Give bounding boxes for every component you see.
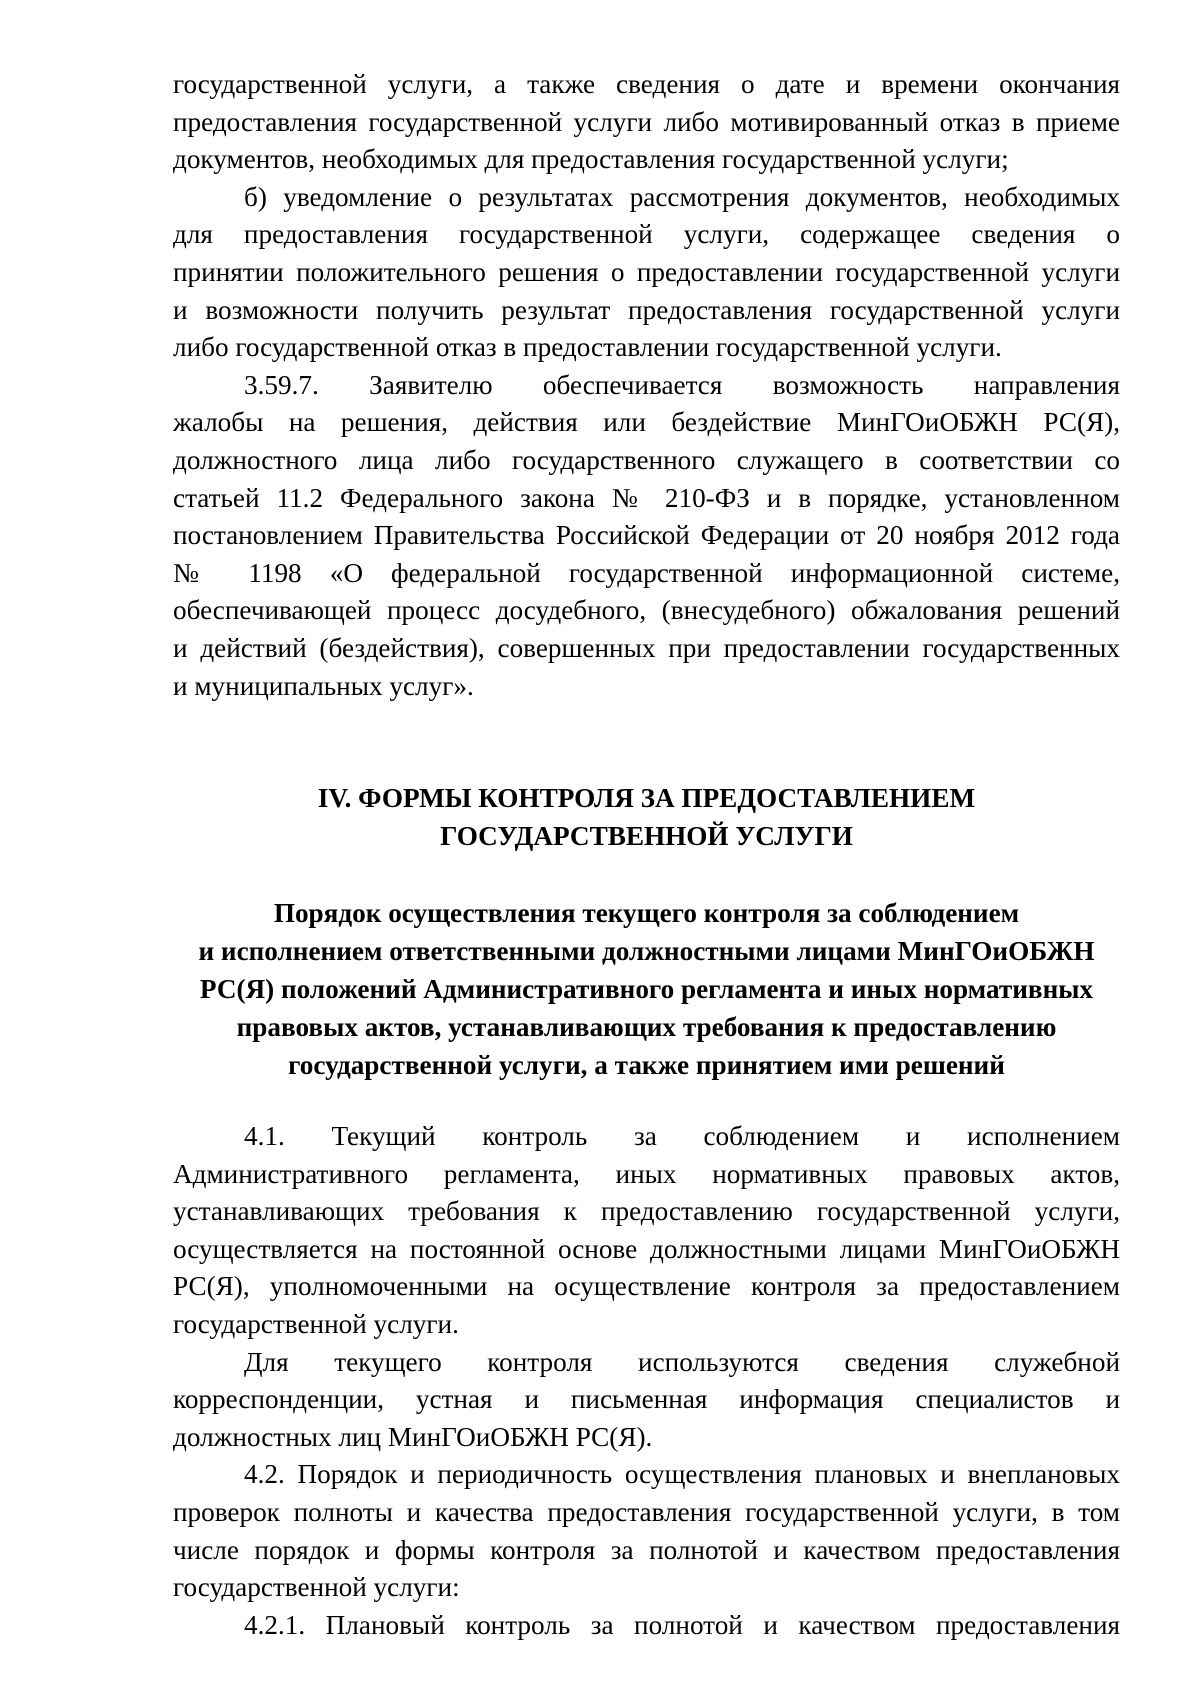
text-line: обеспечивающей процесс досудебного, (внесудебного) обжалования решений (173, 595, 1120, 626)
paragraph-continuation (173, 66, 1120, 179)
text-line: должностного лица либо государственного служащего в соответствии со (173, 444, 1120, 475)
text-line: документов, необходимых для предоставления государственной услуги; (173, 144, 1009, 175)
text-line: и возможности получить результат предоставления государственной услуги (173, 294, 1120, 325)
text-line: государственной услуги: (173, 1572, 460, 1603)
text-line: жалобы на решения, действия или бездействие МинГОиОБЖН РС(Я), (173, 407, 1120, 438)
text-line: государственной услуги. (173, 1309, 459, 1340)
text-line: проверок полноты и качества предоставления государственной услуги, в том (173, 1497, 1120, 1528)
text-line: и муниципальных услуг». (173, 670, 474, 701)
paragraph-4-1 (173, 1118, 1120, 1344)
document-page (173, 66, 1120, 1644)
section-title (173, 779, 1120, 855)
paragraph-4-2-1 (173, 1607, 1120, 1645)
text-line: б) уведомление о результатах рассмотрения документов, необходимых (244, 181, 1120, 212)
text-line: предоставления государственной услуги либо мотивированный отказ в приеме (173, 106, 1120, 137)
paragraph-3-59-7 (173, 367, 1120, 705)
text-line: 3.59.7. Заявителю обеспечивается возможность направления (244, 369, 1120, 400)
text-line: устанавливающих требования к предоставлению государственной услуги, (173, 1196, 1120, 1227)
text-line: № 1198 «О федеральной государственной информационной системе, (173, 557, 1120, 588)
text-line: РС(Я), уполномоченными на осуществление контроля за предоставлением (173, 1271, 1120, 1302)
text-line: государственной услуги, а также сведения о дате и времени окончания (173, 69, 1120, 99)
paragraph-4-2 (173, 1456, 1120, 1606)
text-line: либо государственной отказ в предоставлении государственной услуги. (173, 332, 1002, 363)
text-line: 4.2.1. Плановый контроль за полнотой и качеством предоставления (244, 1609, 1120, 1640)
text-line: постановлением Правительства Российской Федерации от 20 ноября 2012 года (173, 520, 1120, 551)
text-line: осуществляется на постоянной основе должностными лицами МинГОиОБЖН (173, 1233, 1120, 1264)
section-title-line: ГОСУДАРСТВЕННОЙ УСЛУГИ (440, 821, 853, 852)
text-line: 4.2. Порядок и периодичность осуществления плановых и внеплановых (244, 1459, 1120, 1490)
subsection-title-line: правовых актов, устанавливающих требования к предоставлению (236, 1012, 1057, 1043)
text-line: Для текущего контроля используются сведения служебной (244, 1346, 1120, 1377)
subsection-title-line: и исполнением ответственными должностными лицами МинГОиОБЖН (198, 936, 1095, 967)
section-title-line: IV. ФОРМЫ КОНТРОЛЯ ЗА ПРЕДОСТАВЛЕНИЕМ (317, 783, 976, 814)
subsection-title (173, 894, 1120, 1084)
text-line: статьей 11.2 Федерального закона № 210-ФЗ и в порядке, установленном (173, 482, 1120, 513)
text-line: 4.1. Текущий контроль за соблюдением и исполнением (244, 1121, 1120, 1152)
text-line: должностных лиц МинГОиОБЖН РС(Я). (173, 1421, 653, 1452)
subsection-title-line: РС(Я) положений Административного регламента и иных нормативных (199, 974, 1094, 1005)
subsection-title-line: государственной услуги, а также принятием ими решений (288, 1050, 1005, 1081)
text-line: Административного регламента, иных нормативных правовых актов, (173, 1158, 1120, 1189)
text-line: корреспонденции, устная и письменная информация специалистов и (173, 1384, 1120, 1415)
paragraph-current-control (173, 1344, 1120, 1457)
subsection-title-line: Порядок осуществления текущего контроля за соблюдением (273, 898, 1020, 929)
text-line: числе порядок и формы контроля за полнотой и качеством предоставления (173, 1534, 1120, 1565)
text-line: и действий (бездействия), совершенных при предоставлении государственных (173, 632, 1120, 663)
text-line: для предоставления государственной услуги, содержащее сведения о (173, 219, 1120, 250)
text-line: принятии положительного решения о предоставлении государственной услуги (173, 256, 1120, 287)
paragraph-notification (173, 179, 1120, 367)
